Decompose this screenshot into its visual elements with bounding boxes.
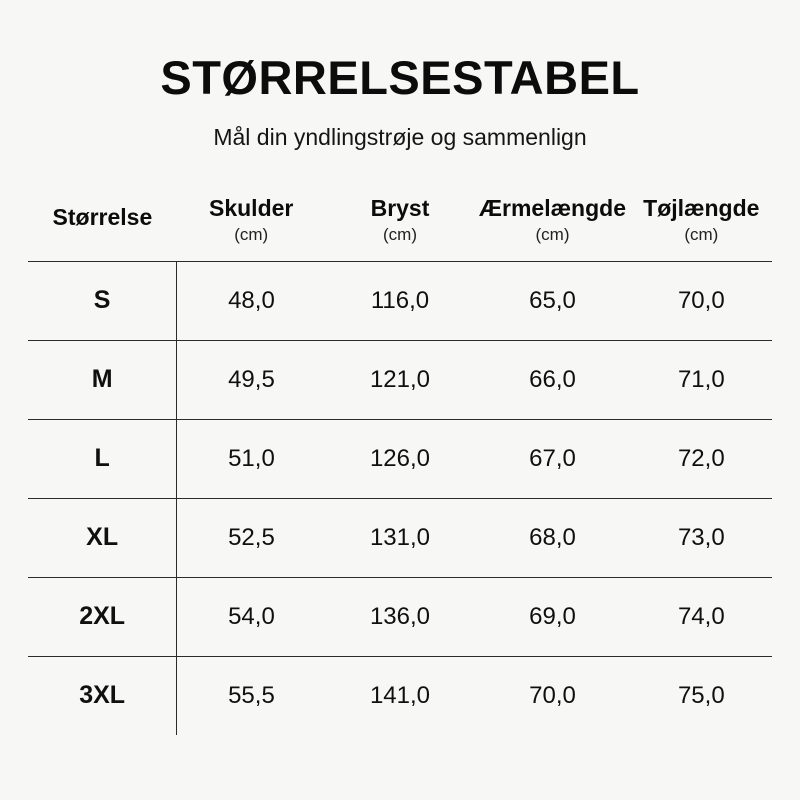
- cell-aermelaengde: 70,0: [529, 681, 576, 709]
- cell-size: M: [28, 340, 177, 419]
- column-header-tojlaengde-label: Tøjlængde: [643, 194, 760, 221]
- cell-aermelaengde: 69,0: [474, 577, 630, 656]
- column-header-bryst-unit: (cm): [383, 225, 417, 245]
- table-row: [28, 577, 772, 656]
- cell-bryst: 141,0: [369, 681, 431, 709]
- column-header-skulder-label: Skulder: [209, 194, 294, 221]
- cell-size: L: [28, 419, 177, 498]
- table-row: [28, 498, 772, 577]
- table-header: [28, 195, 772, 261]
- column-header-aermelaengde-label: Ærmelængde: [479, 194, 626, 221]
- column-header-size: [28, 195, 177, 261]
- column-header-bryst: [326, 195, 475, 261]
- cell-aermelaengde: 66,0: [474, 340, 630, 419]
- page-subtitle: Mål din yndlingstrøje og sammenlign: [213, 123, 587, 150]
- page-title: STØRRELSESTABEL: [160, 51, 640, 104]
- table-row: [28, 419, 772, 498]
- cell-bryst: 126,0: [326, 419, 475, 498]
- cell-aermelaengde: 68,0: [474, 498, 630, 577]
- cell-skulder: 52,5: [177, 498, 326, 577]
- column-header-skulder: [177, 195, 326, 261]
- column-header-size-label: Størrelse: [52, 204, 153, 231]
- table-row: [28, 656, 772, 735]
- cell-skulder: 48,0: [177, 261, 326, 340]
- column-header-bryst-label: Bryst: [370, 194, 430, 221]
- cell-bryst: 116,0: [326, 261, 475, 340]
- column-header-skulder-unit: (cm): [234, 225, 269, 245]
- cell-bryst: 131,0: [326, 498, 475, 577]
- table-body: [28, 261, 772, 735]
- cell-size: 2XL: [28, 577, 177, 656]
- cell-size: S: [28, 261, 177, 340]
- cell-tojlaengde: 73,0: [631, 498, 772, 577]
- cell-tojlaengde: 72,0: [631, 419, 772, 498]
- cell-tojlaengde: 70,0: [631, 261, 772, 340]
- cell-skulder: 55,5: [228, 681, 275, 709]
- column-header-tojlaengde: [631, 195, 772, 261]
- cell-skulder: 49,5: [177, 340, 326, 419]
- cell-aermelaengde: 67,0: [474, 419, 630, 498]
- cell-aermelaengde: 65,0: [474, 261, 630, 340]
- cell-size: 3XL: [28, 656, 177, 735]
- cell-bryst: 121,0: [326, 340, 475, 419]
- cell-skulder: 54,0: [177, 577, 326, 656]
- size-table-container: [28, 195, 772, 735]
- column-header-aermelaengde: [474, 195, 630, 261]
- cell-tojlaengde: 75,0: [677, 681, 725, 709]
- table-header-row: [28, 195, 772, 261]
- size-table: [28, 195, 772, 735]
- table-row: [28, 340, 772, 419]
- table-row: [28, 261, 772, 340]
- column-header-aermelaengde-unit: (cm): [535, 225, 570, 245]
- cell-skulder: 51,0: [177, 419, 326, 498]
- cell-tojlaengde: 74,0: [631, 577, 772, 656]
- cell-bryst: 136,0: [326, 577, 475, 656]
- cell-tojlaengde: 71,0: [631, 340, 772, 419]
- cell-size: XL: [28, 498, 177, 577]
- column-header-tojlaengde-unit: (cm): [684, 225, 719, 245]
